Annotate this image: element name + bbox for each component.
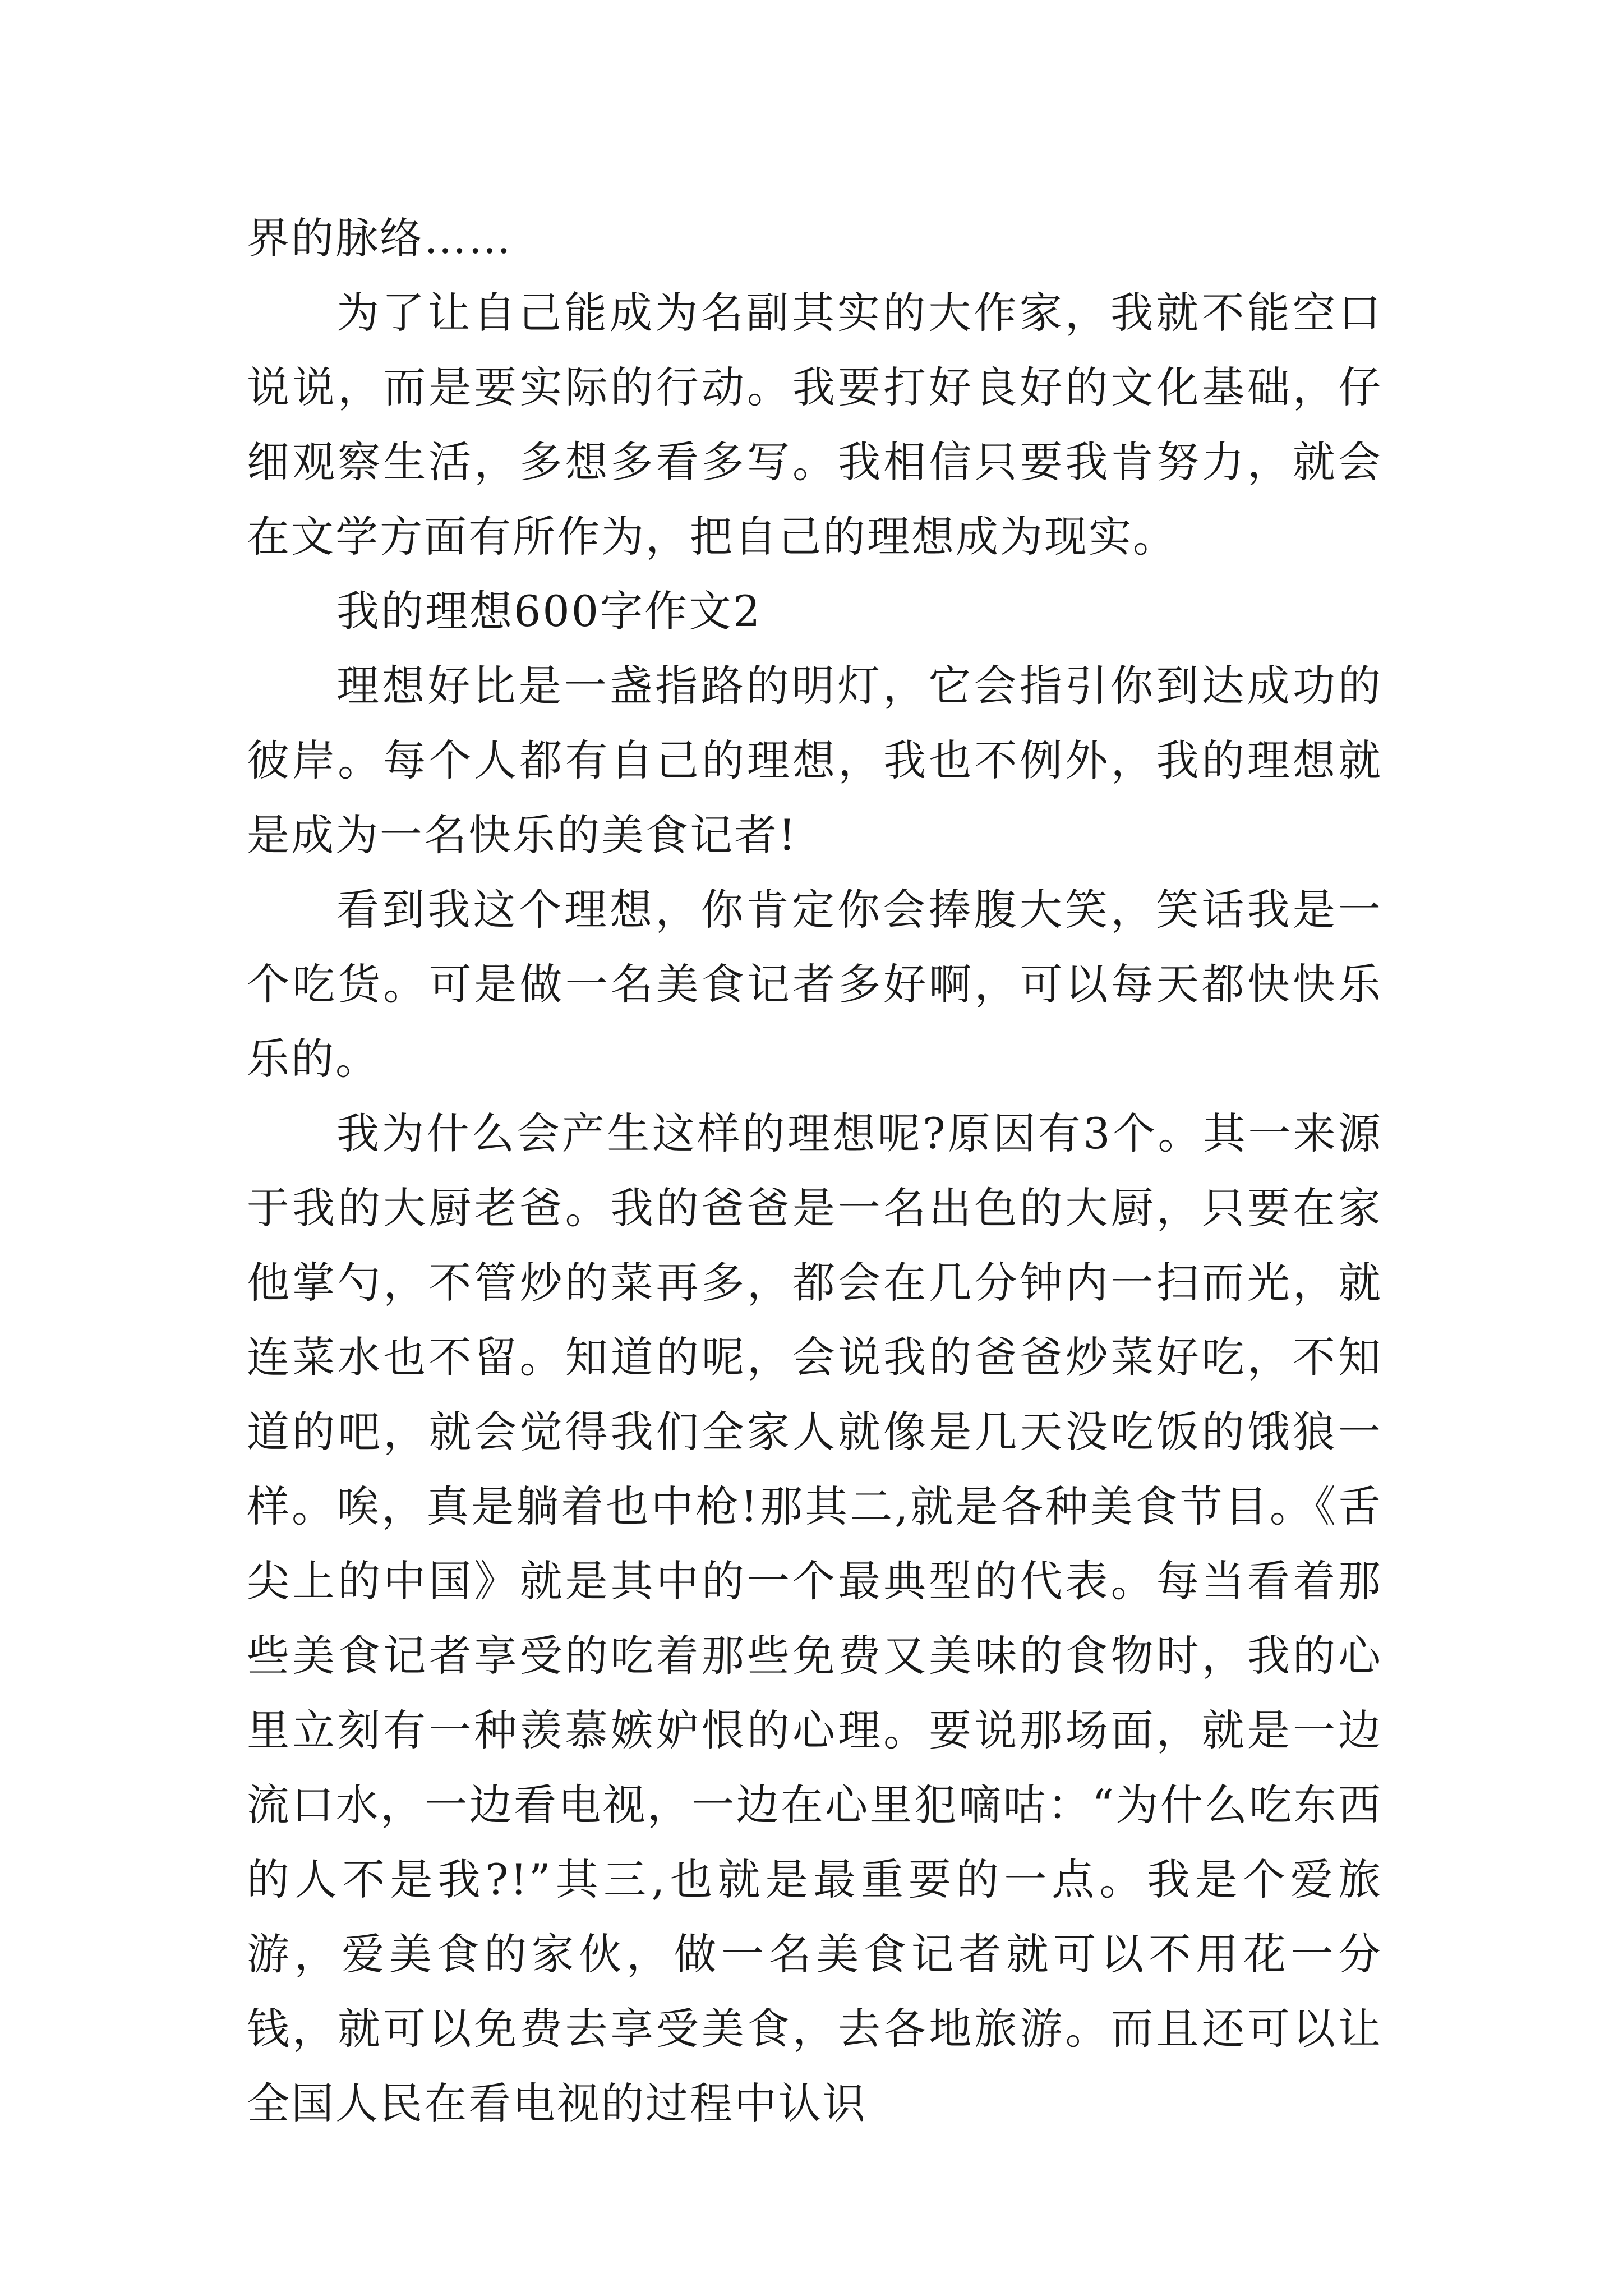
paragraph-continuation: 界的脉络……	[247, 213, 513, 263]
paragraph-ideal-intro: 理想好比是一盏指路的明灯，它会指引你到达成功的彼岸。每个人都有自己的理想，我也不例外，我的理想就是成为一名快乐的美食记者!	[247, 661, 1382, 860]
paragraph-reasons: 我为什么会产生这样的理想呢?原因有3个。其一来源于我的大厨老爸。我的爸爸是一名出色的大厨，只要在家他掌勺，不管炒的菜再多，都会在几分钟内一扫而光，就连菜水也不留。知道的呢，会说我的爸爸炒菜好吃，不知道的吧，就会觉得我们全家人就像是几天没吃饭的饿狼一样。唉，真是躺着也中枪!那其二,就是各种美食节目。《舌尖上的中国》就是其中的一个最典型的代表。每当看着那些美食记者享受的吃着那些免费又美味的食物时，我的心里立刻有一种羡慕嫉妒恨的心理。要说那场面，就是一边流口水，一边看电视，一边在心里犯嘀咕：“为什么吃东西的人不是我?!”其三,也就是最重要的一点。我是个爱旅游，爱美食的家伙，做一名美食记者就可以不用花一分钱，就可以免费去享受美食，去各地旅游。而且还可以让全国人民在看电视的过程中认识	[247, 1108, 1382, 2128]
paragraph-writer-goal: 为了让自己能成为名副其实的大作家，我就不能空口说说，而是要实际的行动。我要打好良好的文化基础，仔细观察生活，多想多看多写。我相信只要我肯努力，就会在文学方面有所作为，把自己的理想成为现实。	[247, 288, 1382, 562]
paragraph-foodie: 看到我这个理想，你肯定你会捧腹大笑，笑话我是一个吃货。可是做一名美食记者多好啊，可以每天都快快乐乐的。	[247, 885, 1382, 1084]
essay-heading: 我的理想600字作文2	[336, 586, 762, 636]
document-body	[247, 201, 1382, 2141]
